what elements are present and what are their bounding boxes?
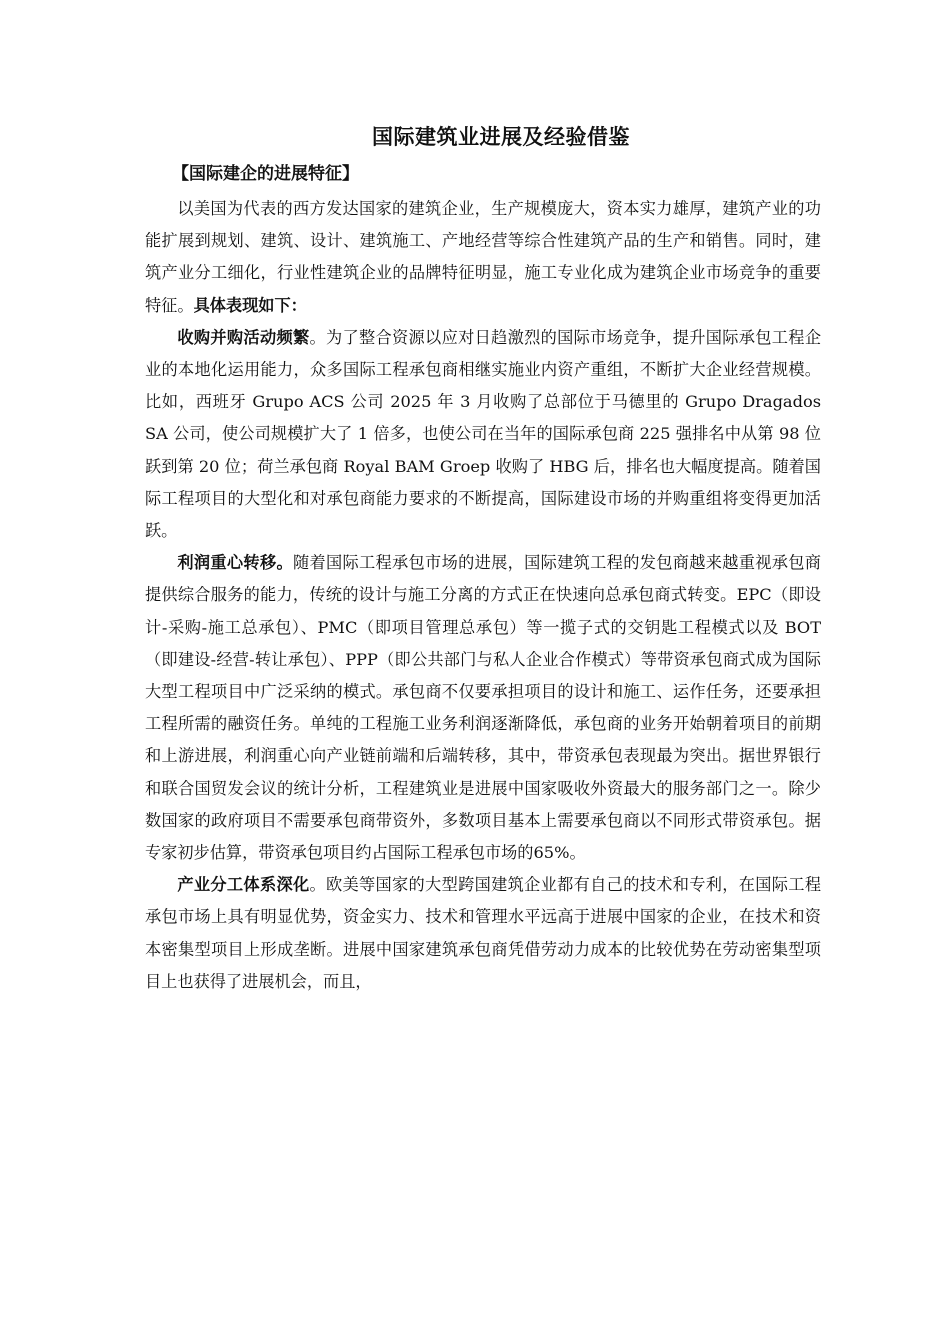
section-heading: 【国际建企的进展特征】 [172,164,359,184]
paragraph-text: 。欧美等国家的大型跨国建筑企业都有自己的技术和专利，在国际工程承包市场上具有明显优势，资金实力、技术和管理水平远高于进展中国家的企业，在技术和资本密集型项目上形成垄断。进展中国家建筑承包商凭借劳动力成本的比较优势在劳动密集型项目上也获得了进展机会，而且， [145,875,822,991]
paragraph-text: 以美国为代表的西方发达国家的建筑企业，生产规模庞大，资本实力雄厚，建筑产业的功能扩展到规划、建筑、设计、建筑施工、产地经营等综合性建筑产品的生产和销售。同时，建筑产业分工细化，行业性建筑企业的品牌特征明显，施工专业化成为建筑企业市场竞争的重要特征。 [145,199,821,315]
paragraph-text: 。为了整合资源以应对日趋激烈的国际市场竞争，提升国际承包工程企业的本地化运用能力，众多国际工程承包商相继实施业内资产重组，不断扩大企业经营规模。比如，西班牙 Grupo ACS 公司 2025 年 3 月收购了总部位于马德里的 Grupo Dragados SA 公司，使公司规模扩大了 1 倍多，也使公司在当年的国际承包商 225 强排名中从第 98 位跃到第 20 位；荷兰承包商 Royal BAM Groep 收购了 HBG 后，排名也大幅度提高。随着国际工程项目的大型化和对承包商能力要求的不断提高，国际建设市场的并购重组将变得更加活跃。 [145,327,822,541]
paragraph-bold-tail: 具体表现如下： [193,295,307,315]
paragraph-lead-heading: 利润重心转移。 [177,553,293,573]
paragraph-intro [145,193,821,322]
paragraph-mergers [145,322,821,547]
paragraph-lead-heading: 产业分工体系深化 [177,875,310,895]
paragraph-profit-shift [145,547,821,869]
document-body [145,193,821,998]
paragraph-text: 随着国际工程承包市场的进展，国际建筑工程的发包商越来越重视承包商提供综合服务的能力，传统的设计与施工分离的方式正在快速向总承包商式转变。EPC（即设计-采购-施工总承包）、PMC（即项目管理总承包）等一揽子式的交钥匙工程模式以及 BOT（即建设-经营-转让承包）、PPP（即公共部门与私人企业合作模式）等带资承包商式成为国际大型工程项目中广泛采纳的模式。承包商不仅要承担项目的设计和施工、运作任务，还要承担工程所需的融资任务。单纯的工程施工业务利润逐渐降低，承包商的业务开始朝着项目的前期和上游进展，利润重心向产业链前端和后端转移，其中，带资承包表现最为突出。据世界银行和联合国贸发会议的统计分析，工程建筑业是进展中国家吸收外资最大的服务部门之一。除少数国家的政府项目不需要承包商带资外，多数项目基本上需要承包商以不同形式带资承包。据专家初步估算，带资承包项目约占国际工程承包市场的65%。 [145,553,821,863]
document-title: 国际建筑业进展及经验借鉴 [372,125,630,149]
paragraph-division-of-labor [145,869,821,998]
paragraph-lead-heading: 收购并购活动频繁 [177,327,310,347]
